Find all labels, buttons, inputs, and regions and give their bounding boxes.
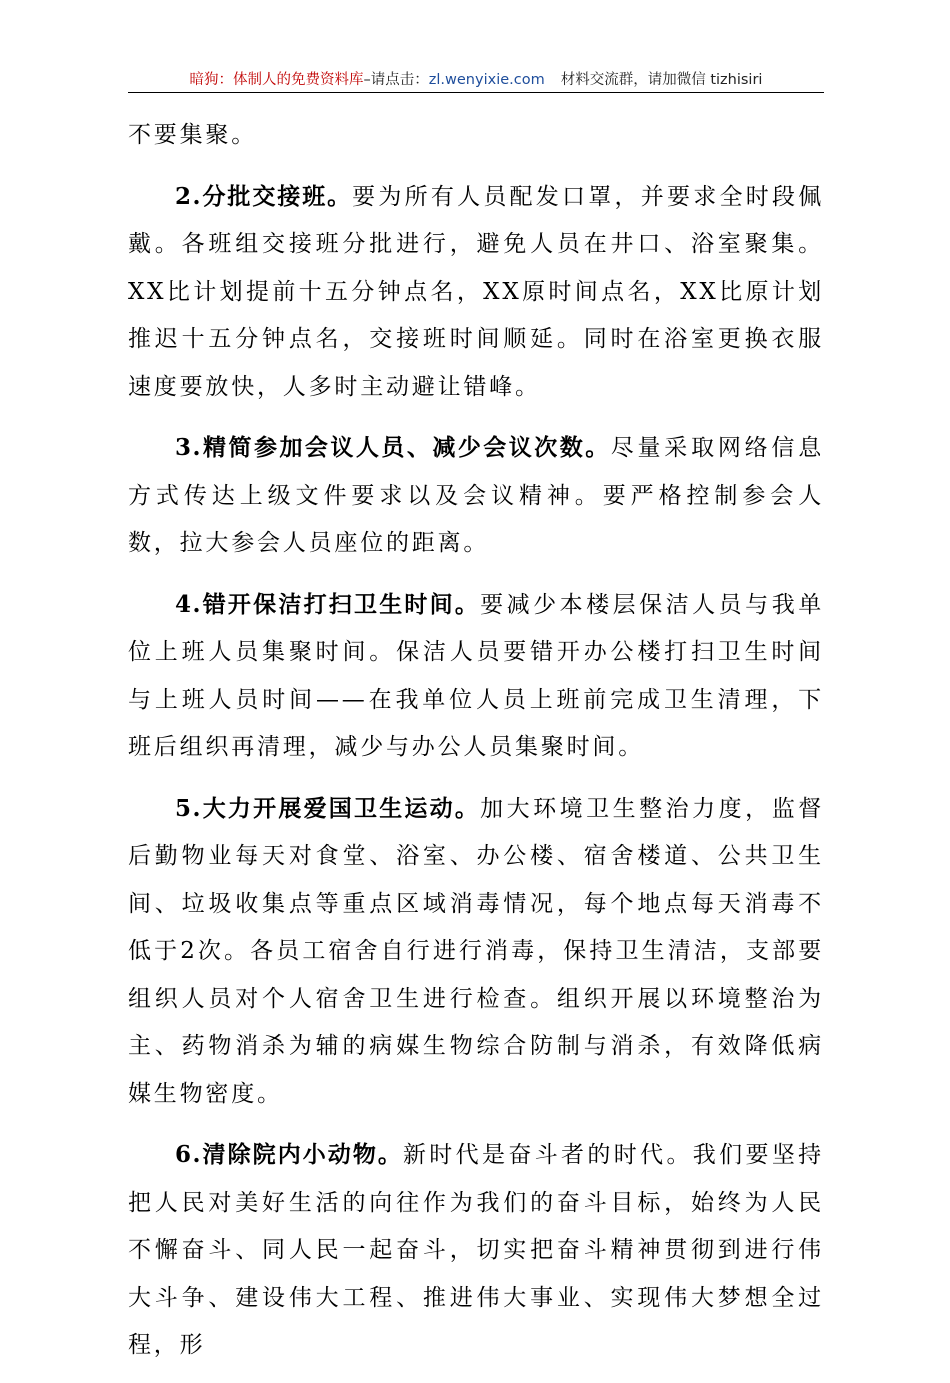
paragraph-4-text: 要减少本楼层保洁人员与我单位上班人员集聚时间。保洁人员要错开办公楼打扫卫生时间与上班人员时间——在我单位人员上班前完成卫生清理，下班后组织再清理，减少与办公人员集聚时间。 bbox=[128, 591, 825, 760]
paragraph-5-heading: 5.大力开展爱国卫生运动。 bbox=[175, 794, 481, 822]
paragraph-3-text: 尽量采取网络信息方式传达上级文件要求以及会议精神。要严格控制参会人数，拉大参会人员座位的距离。 bbox=[128, 435, 824, 556]
paragraph-1: 不要集聚。 bbox=[128, 122, 257, 148]
paragraph-5 bbox=[128, 785, 824, 1119]
paragraph-2-text: 要为所有人员配发口罩，并要求全时段佩戴。各班组交接班分批进行，避免人员在井口、浴室聚集。XX比计划提前十五分钟点名，XX原时间点名，XX比原计划推迟十五分钟点名，交接班时间顺延。同时在浴室更换衣服速度要放快，人多时主动避让错峰。 bbox=[128, 183, 825, 400]
paragraph-4 bbox=[128, 581, 824, 772]
paragraph-3 bbox=[128, 424, 824, 568]
header-url-link[interactable]: zl.wenyixie.com bbox=[428, 72, 545, 88]
paragraph-2-heading: 2.分批交接班。 bbox=[175, 182, 353, 210]
paragraph-3-heading: 3.精简参加会议人员、减少会议次数。 bbox=[175, 434, 611, 461]
header-group-note: 材料交流群，请加微信 tizhisiri bbox=[560, 72, 763, 88]
paragraph-2 bbox=[128, 173, 824, 412]
header-click-prompt: –请点击： bbox=[363, 72, 429, 88]
document-body bbox=[128, 112, 824, 1383]
paragraph-6-heading: 6.清除院内小动物。 bbox=[175, 1141, 403, 1168]
paragraph-6 bbox=[128, 1131, 824, 1370]
paragraph-4-heading: 4.错开保洁打扫卫生时间。 bbox=[175, 590, 481, 618]
header-site-name: 暗狗：体制人的免费资料库 bbox=[189, 72, 364, 88]
paragraph-5-text: 加大环境卫生整治力度，监督后勤物业每天对食堂、浴室、办公楼、宿舍楼道、公共卫生间、垃圾收集点等重点区域消毒情况，每个地点每天消毒不低于2次。各员工宿舍自行进行消毒，保持卫生清洁，支部要组织人员对个人宿舍卫生进行检查。组织开展以环境整治为主、药物消杀为辅的病媒生物综合防制与消杀，有效降低病媒生物密度。 bbox=[128, 795, 825, 1107]
page-header bbox=[128, 70, 824, 93]
paragraph-6-text: 新时代是奋斗者的时代。我们要坚持把人民对美好生活的向往作为我们的奋斗目标，始终为人民不懈奋斗、同人民一起奋斗，切实把奋斗精神贯彻到进行伟大斗争、建设伟大工程、推进伟大事业、实现伟大梦想全过程，形 bbox=[128, 1142, 824, 1358]
